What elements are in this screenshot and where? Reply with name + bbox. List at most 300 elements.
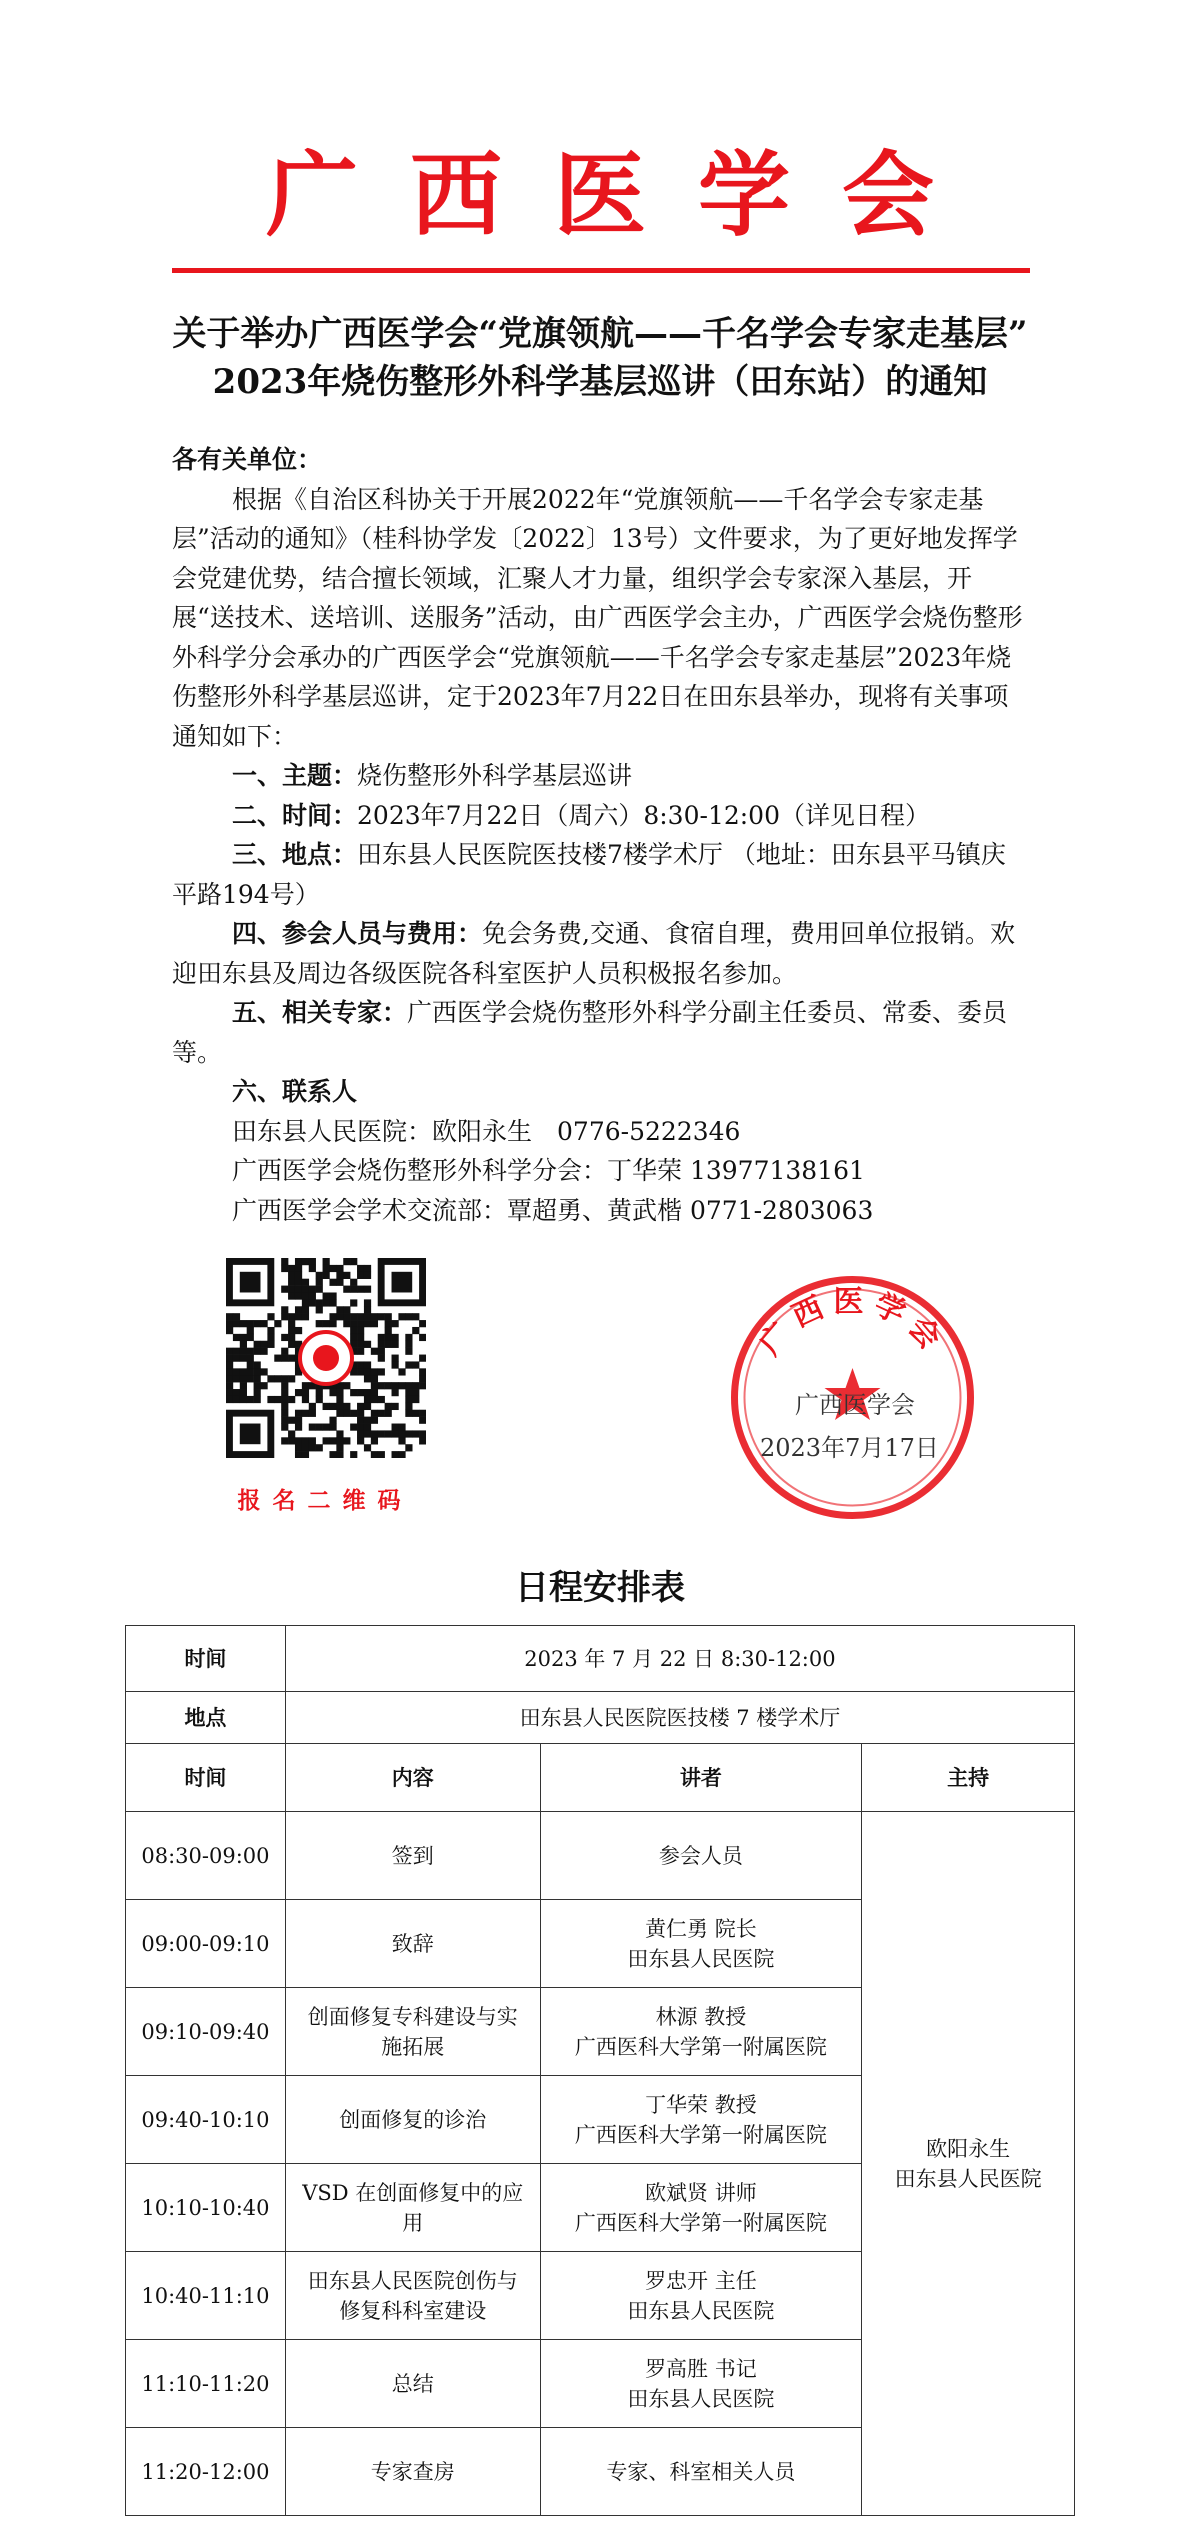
qr-module xyxy=(309,1258,316,1265)
qr-module xyxy=(240,1389,247,1396)
qr-finder-pattern xyxy=(240,1424,261,1445)
qr-module xyxy=(405,1403,412,1410)
qr-module xyxy=(309,1265,316,1272)
qr-module xyxy=(343,1437,350,1444)
qr-module xyxy=(316,1299,323,1306)
time-cell: 11:10-11:20 xyxy=(126,2340,286,2428)
qr-caption: 报名二维码 xyxy=(237,1487,413,1514)
qr-module xyxy=(281,1375,288,1382)
column-header: 时间 xyxy=(126,1744,286,1812)
speaker-line: 专家、科室相关人员 xyxy=(606,2459,796,2484)
table-header-row xyxy=(126,1744,1075,1812)
qr-module xyxy=(364,1444,371,1451)
content-cell xyxy=(285,2340,540,2428)
qr-module xyxy=(281,1258,288,1265)
title-line-1: 关于举办广西医学会“党旗领航——千名学会专家走基层” xyxy=(172,314,1028,354)
qr-module xyxy=(350,1334,357,1341)
qr-module xyxy=(378,1355,385,1362)
qr-module xyxy=(267,1341,274,1348)
qr-module xyxy=(405,1382,412,1389)
contact-line: 广西医学会烧伤整形外科学分会：丁华荣 13977138161 xyxy=(232,1156,865,1185)
qr-module xyxy=(343,1313,350,1320)
qr-module xyxy=(392,1334,399,1341)
speaker-cell xyxy=(540,2428,862,2516)
qr-module xyxy=(412,1396,419,1403)
qr-module xyxy=(364,1424,371,1431)
qr-module xyxy=(378,1334,385,1341)
item-label: 二、时间： xyxy=(232,800,358,830)
qr-module xyxy=(288,1272,295,1279)
speaker-line: 欧斌贤 讲师 xyxy=(645,2180,757,2205)
qr-module xyxy=(233,1320,240,1327)
qr-module xyxy=(357,1265,364,1272)
speaker-cell xyxy=(540,2252,862,2340)
item-location xyxy=(172,835,1030,914)
speaker-line: 田东县人民医院 xyxy=(627,2298,775,2323)
qr-module xyxy=(281,1410,288,1417)
qr-module xyxy=(357,1286,364,1293)
qr-module xyxy=(260,1348,267,1355)
qr-module xyxy=(371,1382,378,1389)
qr-module xyxy=(392,1341,399,1348)
qr-module xyxy=(364,1341,371,1348)
qr-module xyxy=(295,1437,302,1444)
qr-module xyxy=(254,1361,261,1368)
qr-module xyxy=(405,1396,412,1403)
qr-module xyxy=(281,1424,288,1431)
qr-module xyxy=(316,1389,323,1396)
qr-module xyxy=(357,1403,364,1410)
qr-module xyxy=(412,1389,419,1396)
qr-module xyxy=(329,1313,336,1320)
content-line: 专家查房 xyxy=(370,2459,455,2484)
content-cell xyxy=(285,2164,540,2252)
qr-module xyxy=(288,1355,295,1362)
qr-module xyxy=(364,1286,371,1293)
qr-module xyxy=(419,1368,426,1375)
qr-module xyxy=(323,1403,330,1410)
qr-module xyxy=(378,1430,385,1437)
qr-module xyxy=(226,1396,233,1403)
qr-module xyxy=(371,1396,378,1403)
qr-module xyxy=(371,1348,378,1355)
qr-module xyxy=(233,1334,240,1341)
qr-module xyxy=(378,1382,385,1389)
qr-module xyxy=(343,1403,350,1410)
qr-module xyxy=(274,1396,281,1403)
qr-module xyxy=(295,1292,302,1299)
qr-module xyxy=(398,1424,405,1431)
item-label: 四、参会人员与费用： xyxy=(232,919,483,948)
speaker-line: 黄仁勇 院长 xyxy=(645,1916,757,1941)
qr-module xyxy=(336,1389,343,1396)
qr-module xyxy=(364,1430,371,1437)
item-text: 广西医学会烧伤整形外科学分副主任委员、常委、委员等。 xyxy=(172,998,1008,1067)
item-text: 免会务费,交通、食宿自理，费用回单位报销。欢迎田东县及周边各级医院各科室医护人员积极报名参加。 xyxy=(172,919,1015,988)
qr-module xyxy=(329,1424,336,1431)
qr-module xyxy=(247,1361,254,1368)
qr-module xyxy=(302,1396,309,1403)
content-line: 修复科科室建设 xyxy=(339,2298,487,2323)
qr-module xyxy=(288,1437,295,1444)
qr-module xyxy=(371,1320,378,1327)
qr-module xyxy=(240,1348,247,1355)
qr-module xyxy=(336,1272,343,1279)
item-text: 田东县人民医院医技楼7楼学术厅 （地址：田东县平马镇庆平路194号） xyxy=(172,840,1006,909)
qr-module xyxy=(329,1265,336,1272)
place-label-cell: 地点 xyxy=(126,1692,286,1744)
qr-module xyxy=(309,1444,316,1451)
qr-module xyxy=(288,1327,295,1334)
speaker-line: 丁华荣 教授 xyxy=(645,2092,757,2117)
qr-module xyxy=(398,1437,405,1444)
schedule-title: 日程安排表 xyxy=(515,1568,685,1608)
qr-module xyxy=(323,1258,330,1265)
speaker-line: 广西医科大学第一附属医院 xyxy=(574,2210,827,2235)
qr-module xyxy=(281,1355,288,1362)
qr-module xyxy=(371,1430,378,1437)
document-title xyxy=(150,310,1050,406)
signature-date: 2023年7月17日 xyxy=(760,1434,939,1462)
qr-module xyxy=(329,1320,336,1327)
qr-module xyxy=(240,1368,247,1375)
qr-module xyxy=(350,1327,357,1334)
letterhead-divider xyxy=(172,268,1030,273)
qr-module xyxy=(419,1437,426,1444)
qr-module xyxy=(295,1410,302,1417)
qr-module xyxy=(392,1424,399,1431)
qr-module xyxy=(288,1286,295,1293)
qr-module xyxy=(336,1306,343,1313)
qr-module xyxy=(267,1313,274,1320)
qr-module xyxy=(343,1306,350,1313)
qr-module xyxy=(336,1403,343,1410)
time-cell: 11:20-12:00 xyxy=(126,2428,286,2516)
column-header: 讲者 xyxy=(540,1744,862,1812)
qr-module xyxy=(254,1396,261,1403)
qr-module xyxy=(371,1389,378,1396)
qr-module xyxy=(295,1306,302,1313)
qr-module xyxy=(288,1341,295,1348)
qr-module xyxy=(240,1396,247,1403)
qr-finder-pattern xyxy=(240,1272,261,1293)
qr-module xyxy=(240,1341,247,1348)
qr-module xyxy=(419,1320,426,1327)
qr-module xyxy=(398,1368,405,1375)
qr-module xyxy=(336,1396,343,1403)
qr-module xyxy=(412,1327,419,1334)
notice-body xyxy=(172,440,1030,1230)
qr-module xyxy=(419,1355,426,1362)
qr-module xyxy=(316,1424,323,1431)
qr-module xyxy=(274,1320,281,1327)
time-cell: 09:10-09:40 xyxy=(126,1988,286,2076)
speaker-line: 林源 教授 xyxy=(655,2004,747,2029)
qr-module xyxy=(371,1313,378,1320)
qr-module xyxy=(295,1258,302,1265)
qr-module xyxy=(350,1313,357,1320)
qr-module xyxy=(302,1292,309,1299)
qr-module xyxy=(240,1320,247,1327)
qr-module xyxy=(323,1292,330,1299)
content-cell xyxy=(285,1812,540,1900)
signature-org: 广西医学会 xyxy=(795,1391,915,1419)
qr-module xyxy=(405,1430,412,1437)
qr-module xyxy=(385,1410,392,1417)
qr-module xyxy=(254,1375,261,1382)
qr-module xyxy=(309,1299,316,1306)
speaker-line: 田东县人民医院 xyxy=(627,2386,775,2411)
qr-finder-pattern xyxy=(392,1272,413,1293)
qr-module xyxy=(295,1444,302,1451)
qr-module xyxy=(233,1348,240,1355)
contact-line: 广西医学会学术交流部：覃超勇、黄武楷 0771-2803063 xyxy=(232,1195,874,1225)
speaker-cell xyxy=(540,2164,862,2252)
qr-module xyxy=(247,1368,254,1375)
qr-module xyxy=(302,1451,309,1458)
qr-module xyxy=(309,1403,316,1410)
qr-module xyxy=(350,1389,357,1396)
qr-module xyxy=(302,1382,309,1389)
qr-module xyxy=(226,1389,233,1396)
host-org: 田东县人民医院 xyxy=(894,2166,1042,2191)
qr-module xyxy=(323,1424,330,1431)
schedule-table xyxy=(125,1625,1075,2516)
qr-module xyxy=(240,1334,247,1341)
item-label: 六、联系人 xyxy=(232,1077,358,1106)
speaker-cell xyxy=(540,2076,862,2164)
qr-module xyxy=(364,1299,371,1306)
qr-module xyxy=(226,1375,233,1382)
speaker-cell xyxy=(540,2340,862,2428)
qr-module xyxy=(329,1299,336,1306)
qr-module xyxy=(302,1286,309,1293)
content-cell xyxy=(285,1900,540,1988)
qr-module xyxy=(309,1292,316,1299)
salutation: 各有关单位： xyxy=(172,445,323,474)
qr-module xyxy=(274,1375,281,1382)
qr-module xyxy=(336,1430,343,1437)
qr-module xyxy=(323,1299,330,1306)
qr-module xyxy=(295,1313,302,1320)
qr-module xyxy=(364,1389,371,1396)
qr-module xyxy=(378,1348,385,1355)
qr-module xyxy=(247,1348,254,1355)
column-header: 内容 xyxy=(285,1744,540,1812)
qr-module xyxy=(419,1430,426,1437)
qr-module xyxy=(378,1396,385,1403)
qr-module xyxy=(233,1396,240,1403)
qr-module xyxy=(385,1334,392,1341)
qr-module xyxy=(343,1410,350,1417)
qr-module xyxy=(405,1444,412,1451)
table-row xyxy=(126,1812,1075,1900)
qr-module xyxy=(343,1382,350,1389)
qr-module xyxy=(350,1320,357,1327)
qr-module xyxy=(302,1313,309,1320)
qr-module xyxy=(385,1327,392,1334)
qr-module xyxy=(343,1320,350,1327)
qr-module xyxy=(240,1355,247,1362)
qr-module xyxy=(364,1313,371,1320)
qr-module xyxy=(316,1279,323,1286)
qr-module xyxy=(336,1265,343,1272)
qr-module xyxy=(398,1382,405,1389)
qr-module xyxy=(247,1355,254,1362)
title-line-2: 2023年烧伤整形外科学基层巡讲（田东站）的通知 xyxy=(212,362,988,402)
qr-module xyxy=(385,1430,392,1437)
org-letterhead-title: 广西医学会 xyxy=(265,141,986,249)
qr-module xyxy=(364,1272,371,1279)
qr-module xyxy=(419,1417,426,1424)
qr-module xyxy=(323,1265,330,1272)
time-value-cell: 2023 年 7 月 22 日 8:30-12:00 xyxy=(285,1626,1074,1692)
intro-paragraph: 根据《自治区科协关于开展2022年“党旗领航——千名学会专家走基层”活动的通知》（桂科协学发〔2022〕13号）文件要求，为了更好地发挥学会党建优势，结合擅长领域，汇聚人才力量，组织学会专家深入基层，开展“送技术、送培训、送服务”活动，由广西医学会主办，广西医学会烧伤整形外科学分会承办的广西医学会“党旗领航——千名学会专家走基层”2023年烧伤整形外科学基层巡讲，定于2023年7月22日在田东县举办，现将有关事项通知如下： xyxy=(172,484,1023,751)
qr-module xyxy=(364,1265,371,1272)
qr-module xyxy=(309,1286,316,1293)
qr-module xyxy=(343,1286,350,1293)
qr-module xyxy=(323,1272,330,1279)
qr-module xyxy=(385,1320,392,1327)
qr-module xyxy=(392,1451,399,1458)
qr-module xyxy=(392,1361,399,1368)
qr-module xyxy=(364,1361,371,1368)
qr-module xyxy=(302,1299,309,1306)
qr-module xyxy=(357,1417,364,1424)
content-line: VSD 在创面修复中的应 xyxy=(302,2180,524,2205)
qr-module xyxy=(405,1313,412,1320)
qr-module xyxy=(267,1327,274,1334)
qr-module xyxy=(350,1279,357,1286)
qr-module xyxy=(295,1327,302,1334)
content-line: 总结 xyxy=(391,2371,434,2396)
speaker-cell xyxy=(540,1812,862,1900)
qr-module xyxy=(419,1410,426,1417)
qr-module xyxy=(364,1368,371,1375)
item-label: 三、地点： xyxy=(232,840,358,869)
qr-module xyxy=(260,1341,267,1348)
qr-module xyxy=(281,1437,288,1444)
qr-module xyxy=(412,1410,419,1417)
qr-module xyxy=(247,1327,254,1334)
qr-module xyxy=(281,1313,288,1320)
item-label: 五、相关专家： xyxy=(232,998,408,1027)
qr-module xyxy=(240,1375,247,1382)
qr-module xyxy=(329,1417,336,1424)
qr-module xyxy=(392,1355,399,1362)
qr-module xyxy=(226,1313,233,1320)
qr-module xyxy=(329,1437,336,1444)
qr-module xyxy=(274,1355,281,1362)
qr-module xyxy=(357,1410,364,1417)
qr-module xyxy=(267,1375,274,1382)
content-line: 施拓展 xyxy=(381,2034,445,2059)
qr-module xyxy=(419,1334,426,1341)
registration-qr-code[interactable] xyxy=(226,1258,426,1462)
speaker-line: 田东县人民医院 xyxy=(627,1946,775,1971)
qr-module xyxy=(302,1306,309,1313)
qr-module xyxy=(302,1444,309,1451)
qr-module xyxy=(288,1396,295,1403)
qr-module xyxy=(267,1396,274,1403)
speaker-line: 罗忠开 主任 xyxy=(645,2268,757,2293)
item-text: 烧伤整形外科学基层巡讲 xyxy=(357,761,633,790)
qr-module xyxy=(316,1286,323,1293)
time-cell: 09:40-10:10 xyxy=(126,2076,286,2164)
qr-module xyxy=(398,1430,405,1437)
qr-module xyxy=(371,1368,378,1375)
qr-module xyxy=(350,1424,357,1431)
qr-module xyxy=(247,1320,254,1327)
qr-module xyxy=(260,1382,267,1389)
qr-module xyxy=(254,1368,261,1375)
qr-module xyxy=(329,1279,336,1286)
qr-module xyxy=(357,1327,364,1334)
qr-module xyxy=(309,1437,316,1444)
qr-module xyxy=(281,1348,288,1355)
qr-module xyxy=(357,1361,364,1368)
qr-module xyxy=(392,1403,399,1410)
item-theme xyxy=(172,756,1030,796)
qr-module xyxy=(357,1424,364,1431)
qr-module xyxy=(371,1417,378,1424)
qr-module xyxy=(281,1382,288,1389)
qr-module xyxy=(247,1396,254,1403)
qr-module xyxy=(295,1279,302,1286)
host-name: 欧阳永生 xyxy=(926,2136,1011,2161)
qr-module xyxy=(281,1265,288,1272)
qr-module xyxy=(323,1320,330,1327)
qr-module xyxy=(295,1272,302,1279)
qr-module xyxy=(316,1306,323,1313)
time-cell: 09:00-09:10 xyxy=(126,1900,286,1988)
column-header: 主持 xyxy=(862,1744,1075,1812)
qr-module xyxy=(405,1410,412,1417)
content-line: 用 xyxy=(402,2210,424,2235)
qr-module xyxy=(233,1313,240,1320)
speaker-line: 广西医科大学第一附属医院 xyxy=(574,2034,827,2059)
qr-module xyxy=(336,1410,343,1417)
qr-module xyxy=(295,1265,302,1272)
qr-module xyxy=(254,1320,261,1327)
qr-module xyxy=(302,1389,309,1396)
qr-module xyxy=(350,1286,357,1293)
time-label-cell: 时间 xyxy=(126,1626,286,1692)
qr-module xyxy=(288,1279,295,1286)
qr-module xyxy=(336,1279,343,1286)
qr-module xyxy=(302,1437,309,1444)
qr-module xyxy=(343,1258,350,1265)
qr-module xyxy=(385,1382,392,1389)
qr-module xyxy=(392,1382,399,1389)
qr-module xyxy=(226,1368,233,1375)
qr-module xyxy=(295,1389,302,1396)
qr-module xyxy=(309,1424,316,1431)
qr-module xyxy=(233,1355,240,1362)
qr-module xyxy=(302,1279,309,1286)
item-time xyxy=(172,796,1030,836)
qr-module xyxy=(329,1403,336,1410)
qr-module xyxy=(336,1437,343,1444)
qr-module xyxy=(398,1451,405,1458)
item-label: 一、主题： xyxy=(232,761,358,790)
qr-module xyxy=(398,1313,405,1320)
qr-module xyxy=(295,1286,302,1293)
host-cell xyxy=(862,1812,1075,2516)
qr-module xyxy=(357,1334,364,1341)
place-value-cell: 田东县人民医院医技楼 7 楼学术厅 xyxy=(285,1692,1074,1744)
qr-module xyxy=(329,1389,336,1396)
